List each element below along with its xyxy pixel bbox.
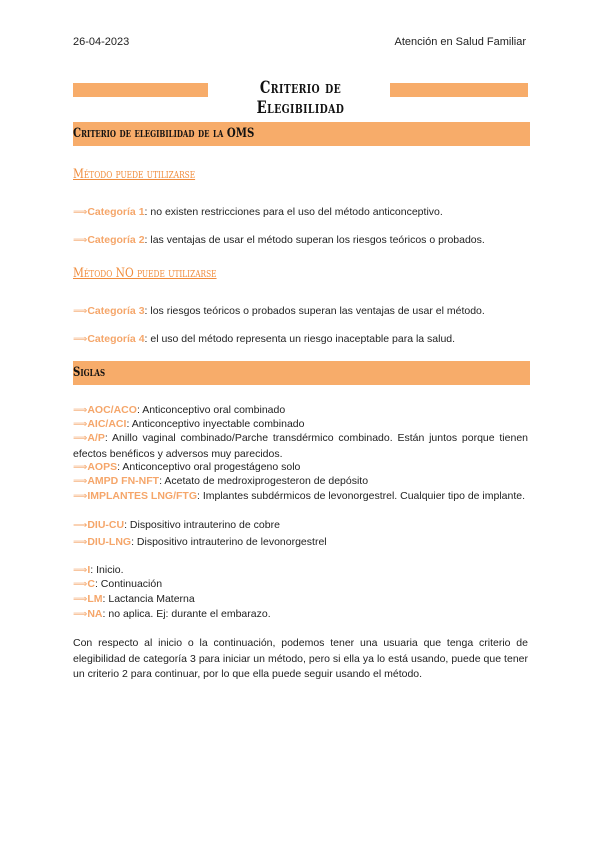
item-text: : Acetato de medroxiprogesteron de depósito bbox=[159, 475, 369, 487]
item-label: IMPLANTES LNG/FTG bbox=[87, 490, 198, 502]
item-label: Categoría 1 bbox=[87, 206, 145, 218]
item-label: Categoría 3 bbox=[87, 305, 145, 317]
arrow-icon: ⟹ bbox=[73, 334, 88, 345]
section-heading-siglas-text: Siglas bbox=[73, 365, 106, 380]
arrow-icon: ⟹ bbox=[73, 579, 88, 590]
section-heading-oms-text: Criterio de elegibilidad de la OMS bbox=[73, 126, 255, 141]
document-title: Criterio de Elegibilidad bbox=[256, 78, 345, 118]
item-label: DIU-LNG bbox=[87, 536, 132, 548]
subheading-cannot-use: Método NO puede utilizarse bbox=[73, 266, 217, 281]
title-bar-right bbox=[390, 83, 528, 97]
list-item-categoria-4 bbox=[73, 332, 528, 348]
arrow-icon: ⟹ bbox=[73, 433, 88, 444]
subheading-can-use: Método puede utilizarse bbox=[73, 167, 196, 182]
item-text: : Continuación bbox=[94, 578, 163, 590]
list-item-diu-cu bbox=[73, 518, 528, 534]
arrow-icon: ⟹ bbox=[73, 537, 88, 548]
arrow-icon: ⟹ bbox=[73, 235, 88, 246]
item-text: : las ventajas de usar el método superan los riesgos teóricos o probados. bbox=[144, 234, 485, 246]
item-label: I bbox=[87, 564, 91, 576]
item-label: AOC/ACO bbox=[87, 404, 137, 416]
arrow-icon: ⟹ bbox=[73, 609, 88, 620]
item-label: AMPD FN-NFT bbox=[87, 475, 160, 487]
list-item-lactancia bbox=[73, 592, 528, 608]
item-text: : no existen restricciones para el uso del método anticonceptivo. bbox=[144, 206, 443, 218]
item-text: : Lactancia Materna bbox=[102, 593, 195, 605]
item-label: Categoría 2 bbox=[87, 234, 145, 246]
item-text: : Anticonceptivo inyectable combinado bbox=[126, 418, 305, 430]
item-text: : no aplica. Ej: durante el embarazo. bbox=[102, 608, 271, 620]
item-text: : Anillo vaginal combinado/Parche transdérmico combinado. Están juntos porque tienen efectos benéficos y adversos muy parecidos. bbox=[73, 432, 528, 460]
item-text: : Dispositivo intrauterino de cobre bbox=[124, 519, 280, 531]
item-label: NA bbox=[87, 608, 103, 620]
list-item-ampd bbox=[73, 474, 528, 490]
item-label: Categoría 4 bbox=[87, 333, 145, 345]
item-label: AIC/ACI bbox=[87, 418, 127, 430]
item-label: AOPS bbox=[87, 461, 118, 473]
item-text: : los riesgos teóricos o probados superan las ventajas de usar el método. bbox=[144, 305, 485, 317]
item-text: : Implantes subdérmicos de levonorgestrel. Cualquier tipo de implante. bbox=[197, 490, 526, 502]
document-title-row bbox=[73, 78, 528, 118]
arrow-icon: ⟹ bbox=[73, 594, 88, 605]
list-item-diu-lng bbox=[73, 535, 528, 551]
list-item-categoria-1 bbox=[73, 205, 528, 221]
arrow-icon: ⟹ bbox=[73, 207, 88, 218]
arrow-icon: ⟹ bbox=[73, 476, 88, 487]
list-item-categoria-2 bbox=[73, 233, 528, 249]
list-item-categoria-3 bbox=[73, 304, 528, 320]
item-text: : Anticonceptivo oral progestágeno solo bbox=[117, 461, 301, 473]
item-label: C bbox=[87, 578, 95, 590]
arrow-icon: ⟹ bbox=[73, 462, 88, 473]
arrow-icon: ⟹ bbox=[73, 565, 88, 576]
item-text: : Anticonceptivo oral combinado bbox=[136, 404, 286, 416]
item-text: : Dispositivo intrauterino de levonorgestrel bbox=[131, 536, 327, 548]
arrow-icon: ⟹ bbox=[73, 405, 88, 416]
section-heading-oms bbox=[73, 122, 530, 146]
title-bar-left bbox=[73, 83, 208, 97]
list-item-no-aplica bbox=[73, 607, 528, 623]
item-label: A/P bbox=[87, 432, 105, 444]
item-label: DIU-CU bbox=[87, 519, 125, 531]
list-item-continuacion bbox=[73, 577, 528, 593]
section-heading-siglas bbox=[73, 361, 530, 385]
list-item-ap bbox=[73, 431, 528, 461]
arrow-icon: ⟹ bbox=[73, 306, 88, 317]
item-text: : Inicio. bbox=[90, 564, 124, 576]
header-course: Atención en Salud Familiar bbox=[394, 36, 526, 48]
arrow-icon: ⟹ bbox=[73, 491, 88, 502]
item-label: LM bbox=[87, 593, 103, 605]
arrow-icon: ⟹ bbox=[73, 419, 88, 430]
paragraph-inicio-continuacion: Con respecto al inicio o la continuación, podemos tener una usuaria que tenga criterio de elegibilidad de categoría 3 para iniciar un método, pero si ella ya lo está usando, puede que tener un criterio 2 para continuar, por lo que ella puede seguir usando el método. bbox=[73, 637, 528, 680]
list-item-implantes bbox=[73, 489, 528, 505]
header-date: 26-04-2023 bbox=[73, 36, 130, 48]
arrow-icon: ⟶ bbox=[73, 520, 88, 531]
item-text: : el uso del método representa un riesgo inaceptable para la salud. bbox=[144, 333, 456, 345]
